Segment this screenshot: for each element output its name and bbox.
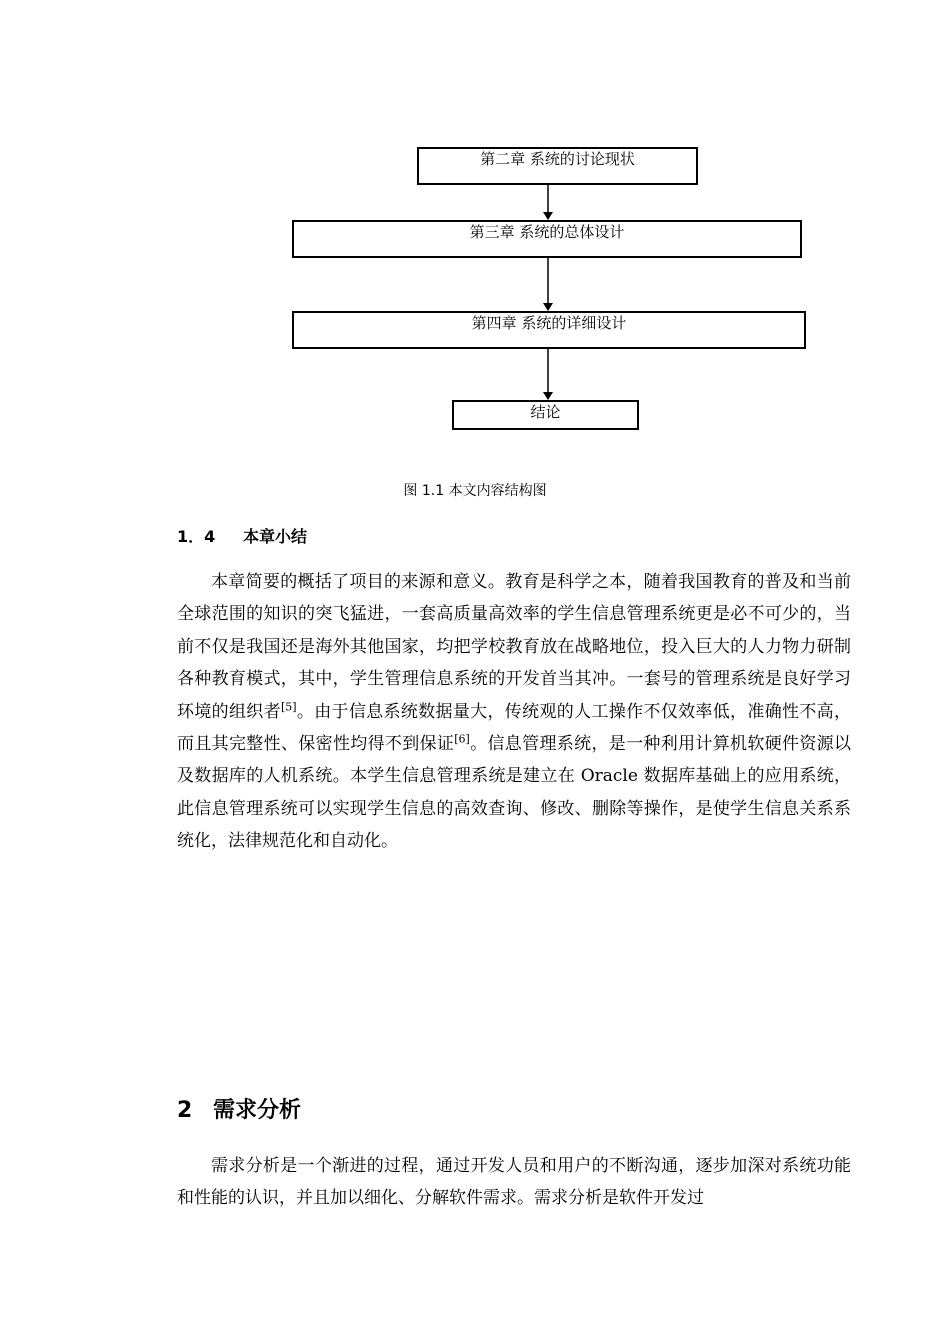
section-summary-paragraph bbox=[177, 566, 851, 858]
requirements-paragraph: 需求分析是一个渐进的过程，通过开发人员和用户的不断沟通，逐步加深对系统功能和性能的认识，并且加以细化、分解软件需求。需求分析是软件开发过 bbox=[177, 1156, 851, 1209]
flowchart-box-chapter3: 第三章 系统的总体设计 bbox=[292, 220, 802, 258]
chapter-number: 2 bbox=[177, 1098, 193, 1123]
flowchart-box-chapter4: 第四章 系统的详细设计 bbox=[292, 311, 806, 349]
citation-5: [5] bbox=[280, 699, 297, 713]
figure-caption: 图 1.1 本文内容结构图 bbox=[403, 483, 547, 499]
section-heading-1-4 bbox=[177, 524, 307, 547]
paragraph-text-part-2: 。由于信息系统数据量大，传统观的人工操作不仅效率低，准确性不高，而且其完整性、保密性均得不到保证 bbox=[177, 701, 852, 755]
chapter-title: 需求分析 bbox=[213, 1098, 302, 1123]
section-title: 本章小结 bbox=[243, 527, 308, 546]
paragraph-text-part-3: 。信息管理系统，是一种利用计算机软硬件资源以及数据库的人机系统。本学生信息管理系统是建立在 Oracle 数据库基础上的应用系统，此信息管理系统可以实现学生信息的高效查询、修改、删除等操作，是使学生信息关系系统化，法律规范化和自动化。 bbox=[177, 734, 852, 852]
section-number: 1．4 bbox=[177, 527, 216, 546]
flowchart-box-conclusion: 结论 bbox=[452, 400, 639, 430]
paragraph-text-part-1: 本章简要的概括了项目的来源和意义。教育是科学之本，随着我国教育的普及和当前全球范围的知识的突飞猛进，一套高质量高效率的学生信息管理系统更是必不可少的，当前不仅是我国还是海外其他国家，均把学校教育放在战略地位，投入巨大的人力物力研制各种教育模式，其中，学生管理信息系统的开发首当其冲。一套号的管理系统是良好学习环境的组织者 bbox=[177, 572, 851, 722]
citation-6: [6] bbox=[454, 732, 470, 746]
chapter-heading-2 bbox=[177, 1093, 301, 1124]
flowchart-box-chapter2: 第二章 系统的讨论现状 bbox=[417, 147, 698, 185]
